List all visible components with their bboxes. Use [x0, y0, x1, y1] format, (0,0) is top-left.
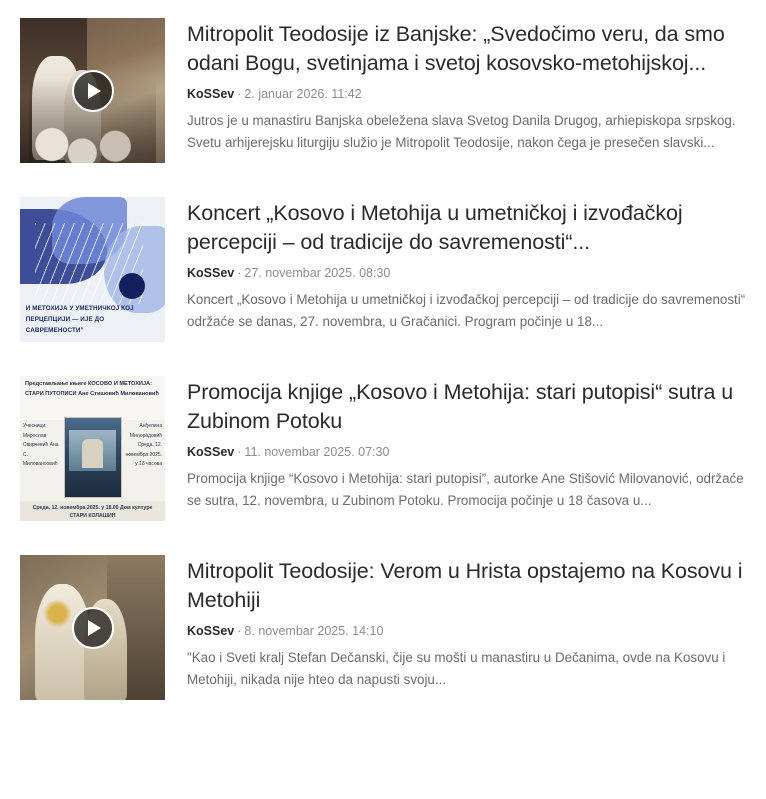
article-thumbnail[interactable]	[20, 376, 165, 521]
article-date: 8. novembar 2025. 14:10	[244, 624, 384, 639]
thumbnail-header-text: Представљање књиге КОСОВО И МЕТОХИЈА: СТАРИ ПУТОПИСИ Ане Стишовић Миловановић	[20, 376, 165, 420]
article-meta	[187, 87, 746, 101]
article-thumbnail[interactable]	[20, 197, 165, 342]
thumbnail-image-concert-poster	[20, 197, 165, 342]
play-icon[interactable]	[72, 607, 114, 649]
play-icon[interactable]	[72, 70, 114, 112]
thumbnail-caption: И МЕТОХИЈА У УМЕТНИЧКОЈ КОЈ ПЕРЦЕПЦИЈИ — ИЈЕ ДО САВРЕМЕНОСТИ”	[25, 305, 134, 335]
article-source[interactable]: KoSSev	[187, 266, 235, 281]
list-item[interactable]	[20, 18, 746, 163]
article-thumbnail[interactable]	[20, 555, 165, 700]
article-date: 2. januar 2026. 11:42	[244, 87, 362, 102]
article-source[interactable]: KoSSev	[187, 87, 235, 102]
article-title[interactable]: Mitropolit Teodosije: Verom u Hrista opstajemo na Kosovu i Metohiji	[187, 559, 743, 612]
article-date: 27. novembar 2025. 08:30	[244, 266, 391, 281]
article-excerpt: "Kao i Sveti kralj Stefan Dečanski, čije su mošti u manastiru u Dečanima, ovde na Kosovu i Metohiji, nikada nije hteo da napusti svoju...	[187, 650, 726, 687]
article-excerpt: Koncert „Kosovo i Metohija u umetničkoj i izvođačkoj percepciji – od tradicije do savremenosti“ održaće se danas, 27. novembra, u Gračanici. Program počinje u 18...	[187, 292, 746, 329]
article-content	[187, 376, 746, 512]
article-excerpt: Jutros je u manastiru Banjska obeležena slava Svetog Danila Drugog, arhiepiskopa srpskog. Svetu arhijerejsku liturgiju služio je Mitropolit Teodosije, nakon čega je presečen slavski...	[187, 113, 736, 150]
thumbnail-right-column-text: Анђелина Милорадовић Среда, 12. новембра 2025. у 18 часова	[125, 423, 163, 468]
meta-separator: ·	[237, 445, 242, 460]
meta-separator: ·	[237, 624, 242, 639]
article-excerpt: Promocija knjige “Kosovo i Metohija: stari putopisi”, autorke Ane Stišović Milovanović, održaće se sutra, 12. novembra, u Zubinom Potoku. Promocija počinje u 18 časova u...	[187, 471, 744, 508]
list-item[interactable]	[20, 197, 746, 342]
article-content	[187, 197, 746, 333]
meta-separator: ·	[237, 266, 242, 281]
article-thumbnail[interactable]	[20, 18, 165, 163]
meta-separator: ·	[237, 87, 242, 102]
thumbnail-image-book-poster	[20, 376, 165, 521]
article-source[interactable]: KoSSev	[187, 445, 235, 460]
list-item[interactable]	[20, 376, 746, 521]
article-title[interactable]: Koncert „Kosovo i Metohija u umetničkoj i izvođačkoj percepciji – od tradicije do savremenosti“...	[187, 201, 683, 254]
article-title[interactable]: Promocija knjige „Kosovo i Metohija: stari putopisi“ sutra u Zubinom Potoku	[187, 380, 734, 433]
article-title[interactable]: Mitropolit Teodosije iz Banjske: „Svedočimo veru, da smo odani Bogu, svetinjama i svetoj kosovsko-metohijskoj...	[187, 22, 725, 75]
article-meta	[187, 266, 746, 280]
thumbnail-left-column-text: Учесници: Мирослав Свирчевић Ана С. Милованоовић	[22, 423, 59, 468]
article-source[interactable]: KoSSev	[187, 624, 235, 639]
article-content	[187, 18, 746, 154]
article-meta	[187, 624, 746, 638]
article-content	[187, 555, 746, 691]
article-date: 11. novembar 2025. 07:30	[244, 445, 390, 460]
article-meta	[187, 445, 746, 459]
list-item[interactable]	[20, 555, 746, 700]
thumbnail-footer-text: Среда, 12. новембра 2025. у 18.00 Дом културе СТАРИ КОЛАШИН	[20, 501, 165, 521]
book-cover-image	[64, 417, 122, 498]
